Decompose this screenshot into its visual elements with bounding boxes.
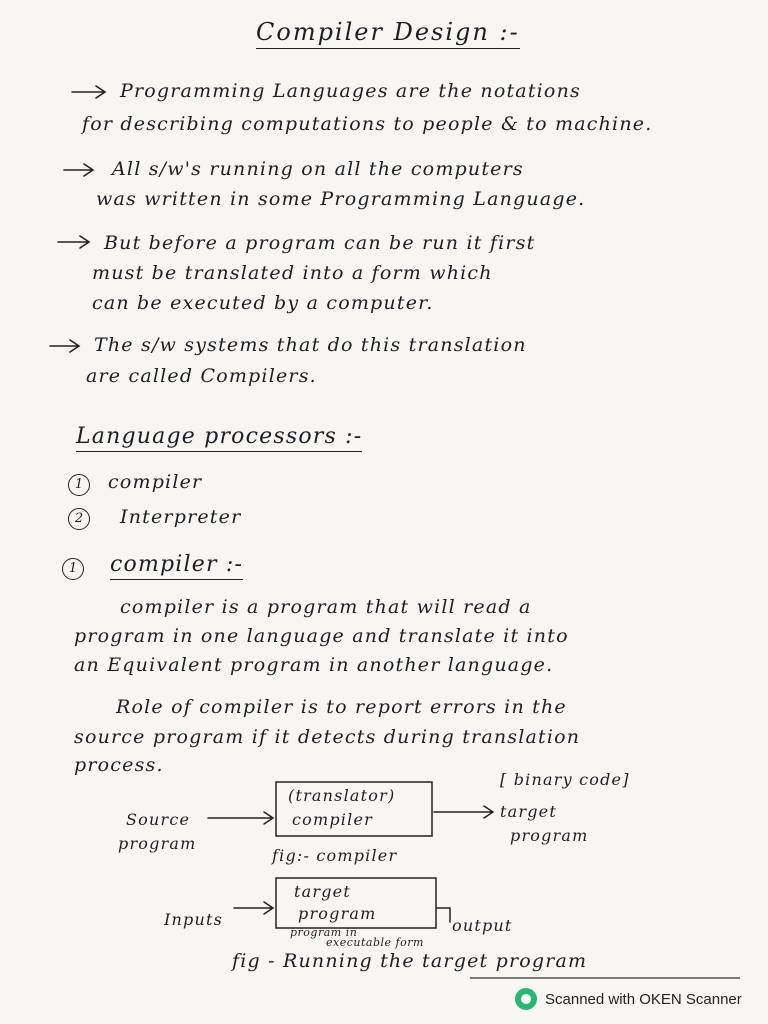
fig2-box-sub-2: executable form: [326, 936, 424, 949]
intro-2-line-1: All s/w's running on all the computers: [112, 158, 524, 180]
processor-item-1-label: compiler: [108, 471, 203, 493]
compiler-para1-line-1: compiler is a program that will read a: [120, 596, 532, 618]
fig2-output-label: output: [452, 916, 513, 935]
fig1-input-label-2: program: [118, 834, 197, 853]
intro-3-line-3: can be executed by a computer.: [92, 292, 434, 314]
fig2-input-label: Inputs: [164, 910, 224, 929]
intro-2-line-2: was written in some Programming Language.: [96, 188, 586, 210]
scanner-logo-icon: [515, 988, 537, 1010]
processor-item-2-label: Interpreter: [120, 506, 242, 528]
processors-heading: Language processors :-: [76, 424, 362, 452]
intro-1-line-2: for describing computations to people & to machine.: [82, 113, 653, 135]
intro-3-line-1: But before a program can be run it first: [104, 232, 536, 254]
fig1-caption: fig:- compiler: [272, 846, 398, 865]
intro-4-line-2: are called Compilers.: [86, 365, 317, 387]
compiler-section-number: 1: [62, 558, 84, 580]
compiler-para1-line-2: program in one language and translate it into: [74, 625, 569, 647]
fig1-output-label-1: target: [500, 802, 557, 821]
fig2-box-sub-1: program in: [290, 926, 358, 939]
processor-item-1-number: 1: [68, 474, 90, 496]
page-title: Compiler Design :-: [256, 18, 520, 49]
intro-1-line-1: Programming Languages are the notations: [120, 80, 581, 102]
compiler-para1-line-3: an Equivalent program in another language.: [74, 654, 554, 676]
scanner-watermark: [515, 988, 742, 1010]
fig2-box-line-1: target: [294, 882, 351, 901]
scanner-watermark-text: Scanned with OKEN Scanner: [545, 990, 742, 1008]
fig1-box-line-2: compiler: [292, 810, 373, 829]
fig2-box-line-2: program: [298, 904, 377, 923]
fig1-box-line-1: (translator): [288, 786, 396, 805]
compiler-para2-line-1: Role of compiler is to report errors in the: [116, 696, 567, 718]
fig1-output-label-2: program: [510, 826, 589, 845]
fig1-output-note: [ binary code]: [500, 770, 630, 789]
fig1-input-label-1: Source: [126, 810, 191, 829]
compiler-para2-line-3: process.: [74, 754, 164, 776]
processor-item-2-number: 2: [68, 508, 90, 530]
compiler-section-heading: compiler :-: [110, 552, 243, 580]
intro-3-line-2: must be translated into a form which: [92, 262, 493, 284]
intro-4-line-1: The s/w systems that do this translation: [94, 334, 527, 356]
compiler-para2-line-2: source program if it detects during translation: [74, 726, 581, 748]
fig2-caption: fig - Running the target program: [232, 950, 588, 972]
